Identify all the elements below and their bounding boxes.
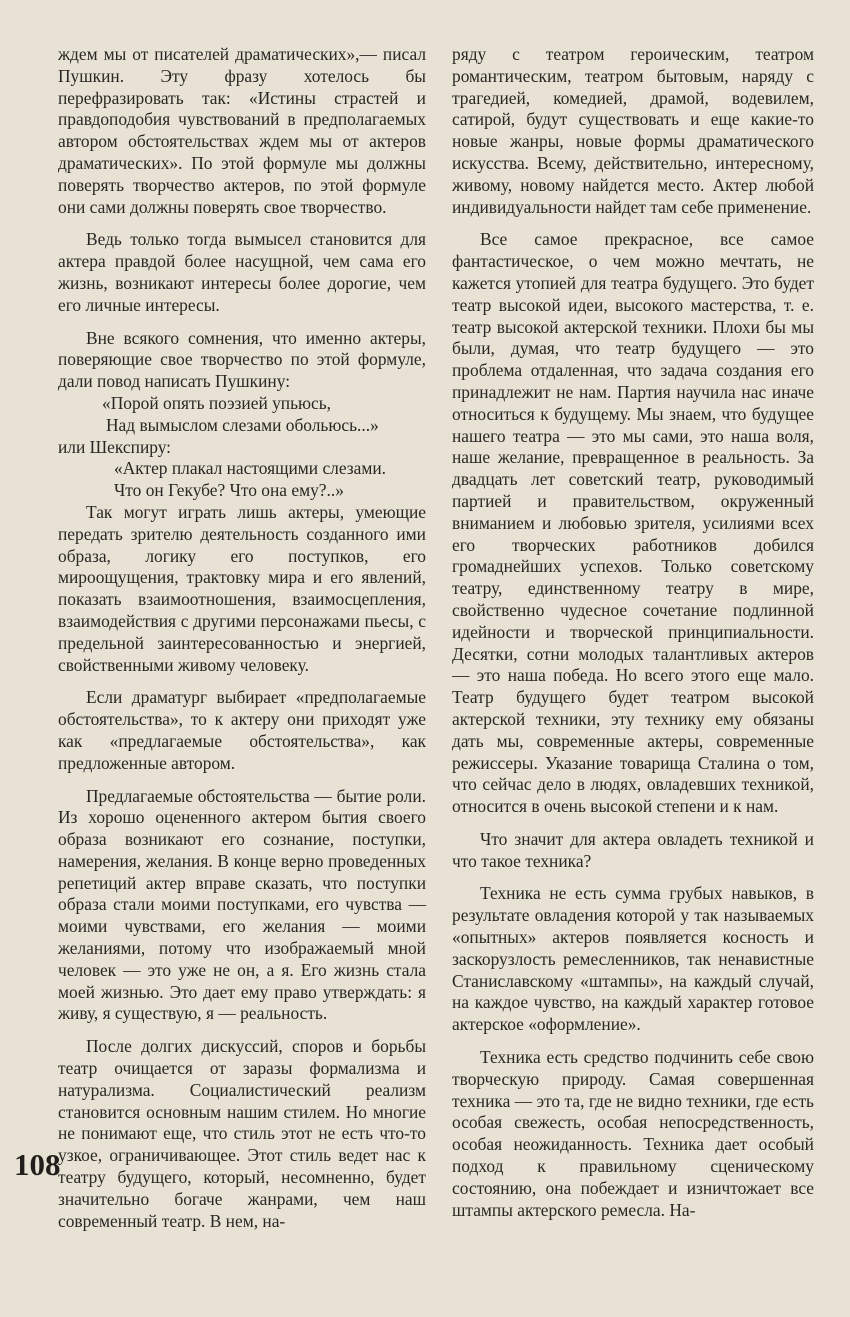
page-number: 108 bbox=[14, 1147, 61, 1182]
paragraph: Все самое прекрасное, все самое фантастическое, о чем можно мечтать, не кажется утопией для театра будущего. Это будет театр высокой идеи, высокого мастерства, т. е. театр высокой актерской техники. Плохи бы мы были, думая, что театр будущего — это проблема отдаленная, что задача создания его принадлежит не нам. Партия научила нас иначе относиться к будущему. Мы знаем, что будущее нашего театра — это мы сами, это наша воля, наше желание, превращенное в реальность. За двадцать лет советский театр, руководимый партией и правительством, окруженный вниманием и любовью зрителя, усилиями всех его творческих работников добился громаднейших успехов. Только советскому театру, единственному театру в мире, свойственно чудесное сочетание подлинной идейности и творческой принципиальности. Десятки, сотни молодых талантливых актеров — это наша победа. Но всего этого еще мало. Театр будущего будет театром высокой актерской техники, эту технику ему обязаны дать мы, современные актеры, современные режиссеры. Указание товарища Сталина о том, что сейчас дело в людях, овладевших техникой, относится в очень высокой степени и к нам. bbox=[452, 229, 814, 817]
right-column bbox=[452, 44, 814, 1232]
verse-line: «Актер плакал настоящими слезами. bbox=[114, 458, 387, 479]
verse-connector: или Шекспиру: bbox=[58, 436, 172, 457]
verse-quote-pushkin bbox=[58, 393, 426, 502]
verse-line: «Порой опять поэзией упьюсь, bbox=[102, 392, 332, 413]
paragraph: Предлагаемые обстоятельства — бытие роли. Из хорошо оцененного актером бытия своего образа возникают его сознание, поступки, намерения, желания. В конце верно проведенных репетиций актер вправе сказать, что поступки образа стали моими поступками, его чувства — моими чувствами, его желания — моими желаниями, потому что изображаемый мной человек — это уже не он, а я. Его жизнь стала моей жизнью. Это дает ему право утверждать: я живу, я существую, я — реальность. bbox=[58, 785, 426, 1024]
paragraph: Если драматург выбирает «предполагаемые обстоятельства», то к актеру они приходят уже как «предлагаемые обстоятельства», как предложенные автором. bbox=[58, 687, 426, 773]
paragraph: После долгих дискуссий, споров и борьбы театр очищается от заразы формализма и натурализма. Социалистический реализм становится основным нашим стилем. Но многие не понимают еще, что стиль этот не есть что-то узкое, ограничивающее. Этот стиль ведет нас к театру будущего, который, несомненно, будет значительно богаче жанрами, чем наш современный театр. В нем, на- bbox=[58, 1036, 426, 1231]
left-column bbox=[58, 44, 426, 1243]
paragraph: ждем мы от писателей драматических»,— писал Пушкин. Эту фразу хотелось бы перефразировать так: «Истины страстей и правдоподобия чувствований в предполагаемых автором обстоятельствах ждем мы от актеров драматических». По этой формуле мы должны поверять творчество актеров, по этой формуле они сами должны поверять свое творчество. bbox=[58, 44, 426, 217]
paragraph: Что значит для актера овладеть техникой и что такое техника? bbox=[452, 828, 814, 871]
paragraph: Вне всякого сомнения, что именно актеры, поверяющие свое творчество по этой формуле, дали повод написать Пушкину: bbox=[58, 327, 426, 392]
paragraph: Ведь только тогда вымысел становится для актера правдой более насущной, чем сама его жизнь, возникают интересы более дорогие, чем его личные интересы. bbox=[58, 229, 426, 315]
verse-line: Над вымыслом слезами обольюсь...» bbox=[106, 414, 379, 435]
verse-line: Что он Гекубе? Что она ему?..» bbox=[114, 480, 344, 501]
paragraph: Техника не есть сумма грубых навыков, в результате овладения которой у так называемых «опытных» актеров появляется косность и заскорузлость ремесленников, так ненавистные Станиславскому «штампы», на каждый случай, на каждое чувство, на каждый характер готовое актерское «оформление». bbox=[452, 883, 814, 1035]
paragraph: Так могут играть лишь актеры, умеющие передать зрителю деятельность созданного ими образа, логику его поступков, его мироощущения, трактовку мира и его явлений, показать взаимоотношения, взаимосцепления, взаимодействия с другими персонажами пьесы, с предельной заинтересованностью и энергией, свойственными живому человеку. bbox=[58, 501, 426, 675]
paragraph: Техника есть средство подчинить себе свою творческую природу. Самая совершенная техника — это та, где не видно техники, где есть особая свежесть, особая непосредственность, особая неожиданность. Техника дает особый подход к правильному сценическому состоянию, она побеждает и изничтожает все штампы актерского ремесла. На- bbox=[452, 1047, 814, 1220]
paragraph: ряду с театром героическим, театром романтическим, театром бытовым, наряду с трагедией, комедией, драмой, водевилем, сатирой, будут существовать и еще какие-то новые жанры, новые формы драматического искусства. Всему, действительно, интересному, живому, новому найдется место. Актер любой индивидуальности найдет там себе применение. bbox=[452, 44, 814, 217]
